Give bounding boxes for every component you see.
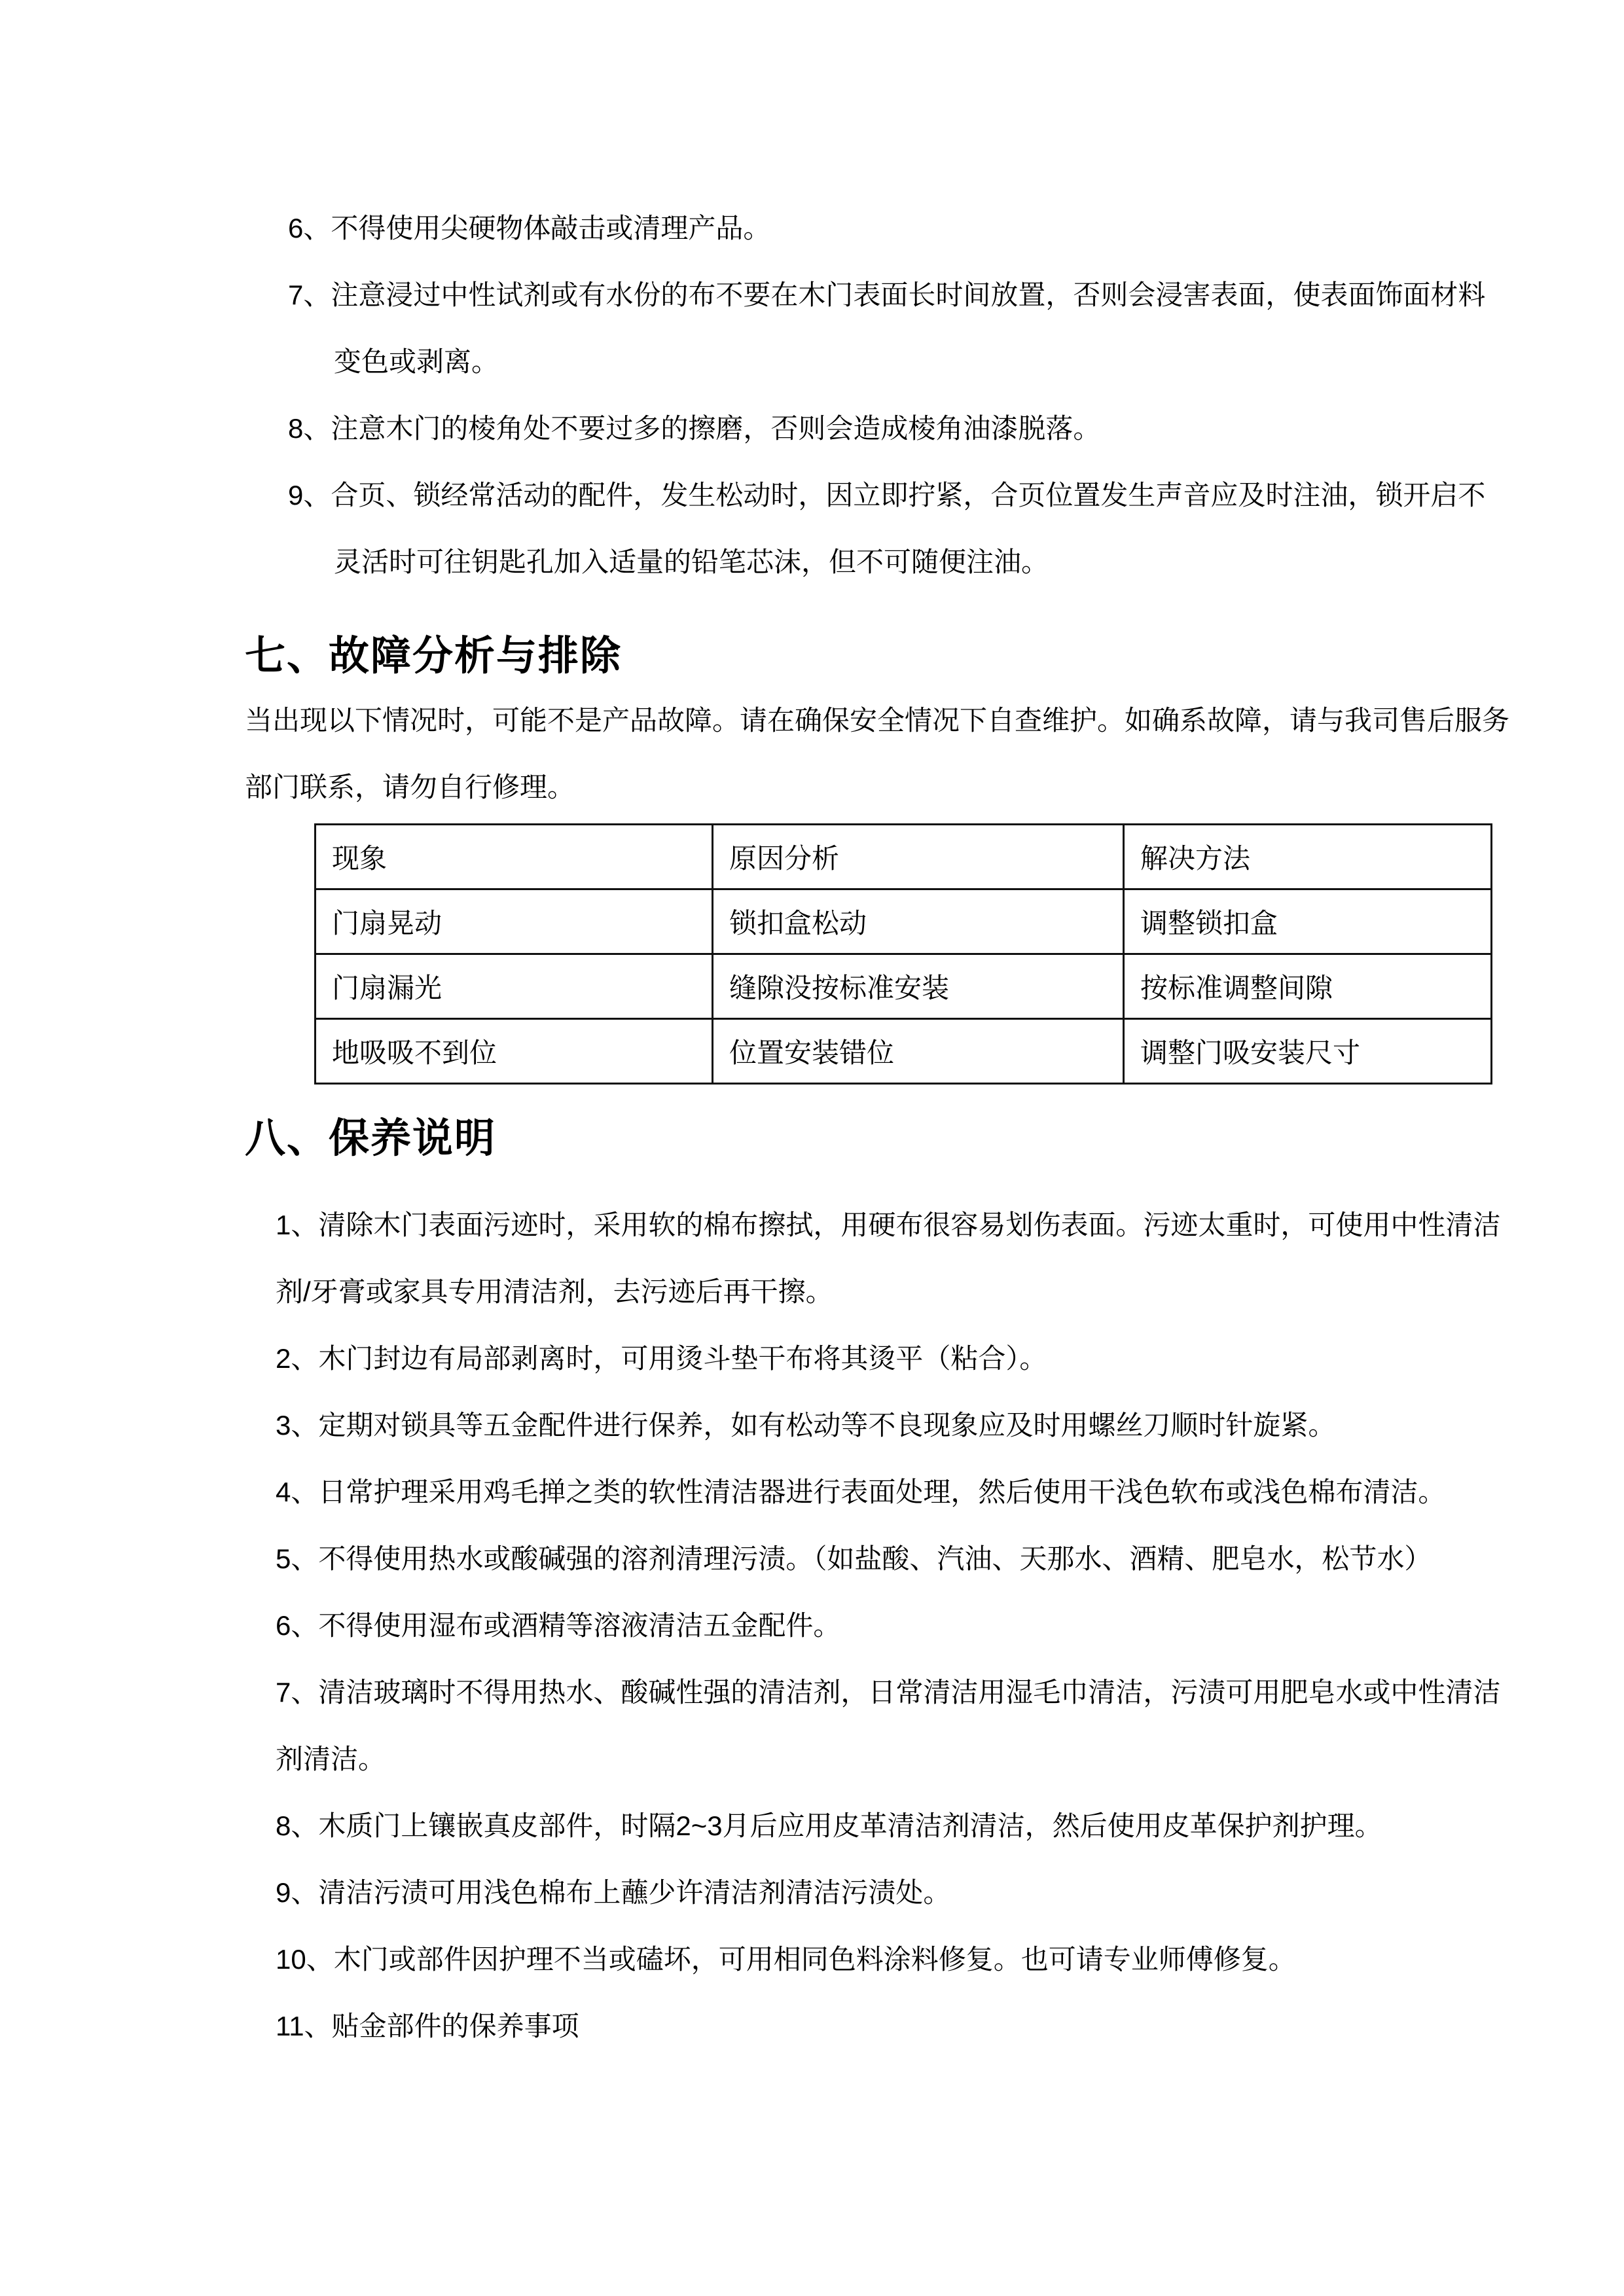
list-item-text: 清洁玻璃时不得用热水、酸碱性强的清洁剂，日常清洁用湿毛巾清洁，污渍可用肥皂水或中性清洁剂清洁。 xyxy=(276,1677,1501,1774)
fault-table-header-solution: 解决方法 xyxy=(1124,825,1492,889)
list-item-number: 8、 xyxy=(288,413,331,444)
list-item xyxy=(245,1459,1512,1526)
list-item xyxy=(245,1325,1512,1392)
table-cell: 缝隙没按标准安装 xyxy=(713,954,1124,1019)
list-item-text: 不得使用尖硬物体敲击或清理产品。 xyxy=(331,213,771,243)
section-heading-fault-analysis: 七、故障分析与排除 xyxy=(245,634,623,679)
list-item xyxy=(245,1659,1512,1793)
list-item-number: 3、 xyxy=(276,1410,319,1441)
list-item xyxy=(245,262,1512,395)
section-heading-maintenance: 八、保养说明 xyxy=(245,1116,497,1161)
fault-section-intro: 当出现以下情况时，可能不是产品故障。请在确保安全情况下自查维护。如确系故障，请与我司售后服务部门联系，请勿自行修理。 xyxy=(245,705,1510,802)
list-item xyxy=(245,195,1512,262)
table-cell: 按标准调整间隙 xyxy=(1124,954,1492,1019)
list-item-text: 合页、锁经常活动的配件，发生松动时，因立即拧紧，合页位置发生声音应及时注油，锁开启不灵活时可往钥匙孔加入适量的铅笔芯沫，但不可随便注油。 xyxy=(331,480,1486,577)
table-cell: 门扇漏光 xyxy=(316,954,713,1019)
list-item-number: 7、 xyxy=(276,1677,319,1708)
list-item-text: 木质门上镶嵌真皮部件，时隔2~3月后应用皮革清洁剂清洁，然后使用皮革保护剂护理。 xyxy=(318,1810,1382,1841)
table-cell: 锁扣盒松动 xyxy=(713,889,1124,954)
list-item xyxy=(245,1993,1512,2060)
usage-notes-list xyxy=(245,195,1512,596)
table-cell: 地吸吸不到位 xyxy=(316,1019,713,1084)
list-item xyxy=(245,462,1512,596)
list-item xyxy=(245,1793,1512,1859)
list-item xyxy=(245,1592,1512,1659)
list-item xyxy=(245,1192,1512,1325)
table-row xyxy=(316,1019,1492,1084)
list-item-number: 9、 xyxy=(276,1877,319,1908)
list-item-text: 不得使用热水或酸碱强的溶剂清理污渍。（如盐酸、汽油、天那水、酒精、肥皂水，松节水） xyxy=(318,1543,1432,1574)
list-item-text: 贴金部件的保养事项 xyxy=(331,2011,579,2041)
list-item-text: 日常护理采用鸡毛掸之类的软性清洁器进行表面处理，然后使用干浅色软布或浅色棉布清洁。 xyxy=(318,1477,1446,1507)
list-item-text: 清除木门表面污迹时，采用软的棉布擦拭，用硬布很容易划伤表面。污迹太重时，可使用中性清洁剂/牙膏或家具专用清洁剂，去污迹后再干擦。 xyxy=(276,1210,1501,1307)
list-item-text: 定期对锁具等五金配件进行保养，如有松动等不良现象应及时用螺丝刀顺时针旋紧。 xyxy=(318,1410,1336,1441)
list-item-number: 7、 xyxy=(288,279,331,310)
list-item-text: 不得使用湿布或酒精等溶液清洁五金配件。 xyxy=(318,1610,841,1641)
table-cell: 调整锁扣盒 xyxy=(1124,889,1492,954)
table-row xyxy=(316,954,1492,1019)
list-item-number: 10、 xyxy=(276,1944,334,1975)
list-item-number: 1、 xyxy=(276,1210,319,1240)
fault-table xyxy=(314,823,1492,1085)
list-item xyxy=(245,1859,1512,1926)
list-item xyxy=(245,1526,1512,1592)
list-item-text: 木门封边有局部剥离时，可用烫斗垫干布将其烫平（粘合）。 xyxy=(318,1343,1047,1374)
list-item xyxy=(245,395,1512,462)
list-item-text: 木门或部件因护理不当或磕坏，可用相同色料涂料修复。也可请专业师傅修复。 xyxy=(333,1944,1296,1975)
list-item xyxy=(245,1926,1512,1993)
list-item-number: 6、 xyxy=(276,1610,319,1641)
list-item xyxy=(245,1392,1512,1459)
table-cell: 调整门吸安装尺寸 xyxy=(1124,1019,1492,1084)
table-cell: 位置安装错位 xyxy=(713,1019,1124,1084)
list-item-text: 注意浸过中性试剂或有水份的布不要在木门表面长时间放置，否则会浸害表面，使表面饰面材料变色或剥离。 xyxy=(331,279,1486,377)
fault-table-header-phenomenon: 现象 xyxy=(316,825,713,889)
list-item-number: 11、 xyxy=(276,2011,332,2041)
list-item-number: 8、 xyxy=(276,1810,319,1841)
maintenance-list xyxy=(245,1192,1512,2060)
list-item-number: 4、 xyxy=(276,1477,319,1507)
table-row xyxy=(316,889,1492,954)
list-item-number: 9、 xyxy=(288,480,331,511)
list-item-number: 5、 xyxy=(276,1543,319,1574)
fault-table-header-row xyxy=(316,825,1492,889)
list-item-number: 2、 xyxy=(276,1343,319,1374)
table-cell: 门扇晃动 xyxy=(316,889,713,954)
list-item-text: 注意木门的棱角处不要过多的擦磨，否则会造成棱角油漆脱落。 xyxy=(331,413,1101,444)
list-item-text: 清洁污渍可用浅色棉布上蘸少许清洁剂清洁污渍处。 xyxy=(318,1877,951,1908)
fault-table-header-cause: 原因分析 xyxy=(713,825,1124,889)
list-item-number: 6、 xyxy=(288,213,331,243)
